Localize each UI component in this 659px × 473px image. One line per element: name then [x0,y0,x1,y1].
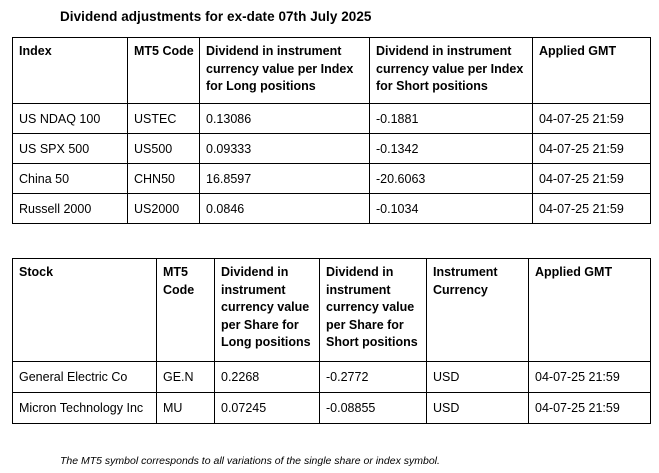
header-dividend-short: Dividend in instrument currency value per Share for Short positions [320,259,427,362]
table-row [13,134,651,164]
header-stock: Stock [13,259,157,362]
cell-dividend-short: -0.1342 [370,134,533,164]
index-dividend-table [12,37,651,224]
cell-dividend-long: 0.07245 [215,393,320,424]
cell-stock-name: General Electric Co [13,362,157,393]
cell-mt5-code: GE.N [157,362,215,393]
footnote: The MT5 symbol corresponds to all variations of the single share or index symbol. [60,455,440,467]
cell-applied-gmt: 04-07-25 21:59 [533,134,651,164]
cell-index-name: US SPX 500 [13,134,128,164]
cell-dividend-long: 16.8597 [200,164,370,194]
cell-dividend-long: 0.13086 [200,104,370,134]
header-dividend-short: Dividend in instrument currency value per Index for Short positions [370,38,533,104]
header-applied-gmt: Applied GMT [533,38,651,104]
cell-dividend-long: 0.2268 [215,362,320,393]
header-dividend-long: Dividend in instrument currency value per Share for Long positions [215,259,320,362]
cell-dividend-long: 0.0846 [200,194,370,224]
cell-mt5-code: USTEC [128,104,200,134]
header-mt5-code: MT5 Code [128,38,200,104]
cell-dividend-long: 0.09333 [200,134,370,164]
table-row [13,393,651,424]
header-mt5-code: MT5 Code [157,259,215,362]
cell-dividend-short: -0.1034 [370,194,533,224]
table-row [13,362,651,393]
cell-applied-gmt: 04-07-25 21:59 [533,164,651,194]
cell-stock-name: Micron Technology Inc [13,393,157,424]
table-row [13,164,651,194]
cell-applied-gmt: 04-07-25 21:59 [529,393,651,424]
header-index: Index [13,38,128,104]
header-applied-gmt: Applied GMT [529,259,651,362]
cell-index-name: Russell 2000 [13,194,128,224]
cell-applied-gmt: 04-07-25 21:59 [533,194,651,224]
header-dividend-long: Dividend in instrument currency value per Index for Long positions [200,38,370,104]
header-instrument-currency: Instrument Currency [427,259,529,362]
page-title: Dividend adjustments for ex-date 07th July 2025 [60,9,372,24]
cell-applied-gmt: 04-07-25 21:59 [529,362,651,393]
cell-mt5-code: US500 [128,134,200,164]
cell-dividend-short: -0.2772 [320,362,427,393]
cell-index-name: China 50 [13,164,128,194]
table-row [13,104,651,134]
cell-mt5-code: MU [157,393,215,424]
table-row [13,194,651,224]
cell-applied-gmt: 04-07-25 21:59 [533,104,651,134]
stock-dividend-table [12,258,651,424]
cell-currency: USD [427,362,529,393]
cell-dividend-short: -0.08855 [320,393,427,424]
cell-mt5-code: CHN50 [128,164,200,194]
cell-index-name: US NDAQ 100 [13,104,128,134]
table-header-row [13,38,651,104]
cell-dividend-short: -0.1881 [370,104,533,134]
table-header-row [13,259,651,362]
cell-currency: USD [427,393,529,424]
cell-mt5-code: US2000 [128,194,200,224]
cell-dividend-short: -20.6063 [370,164,533,194]
